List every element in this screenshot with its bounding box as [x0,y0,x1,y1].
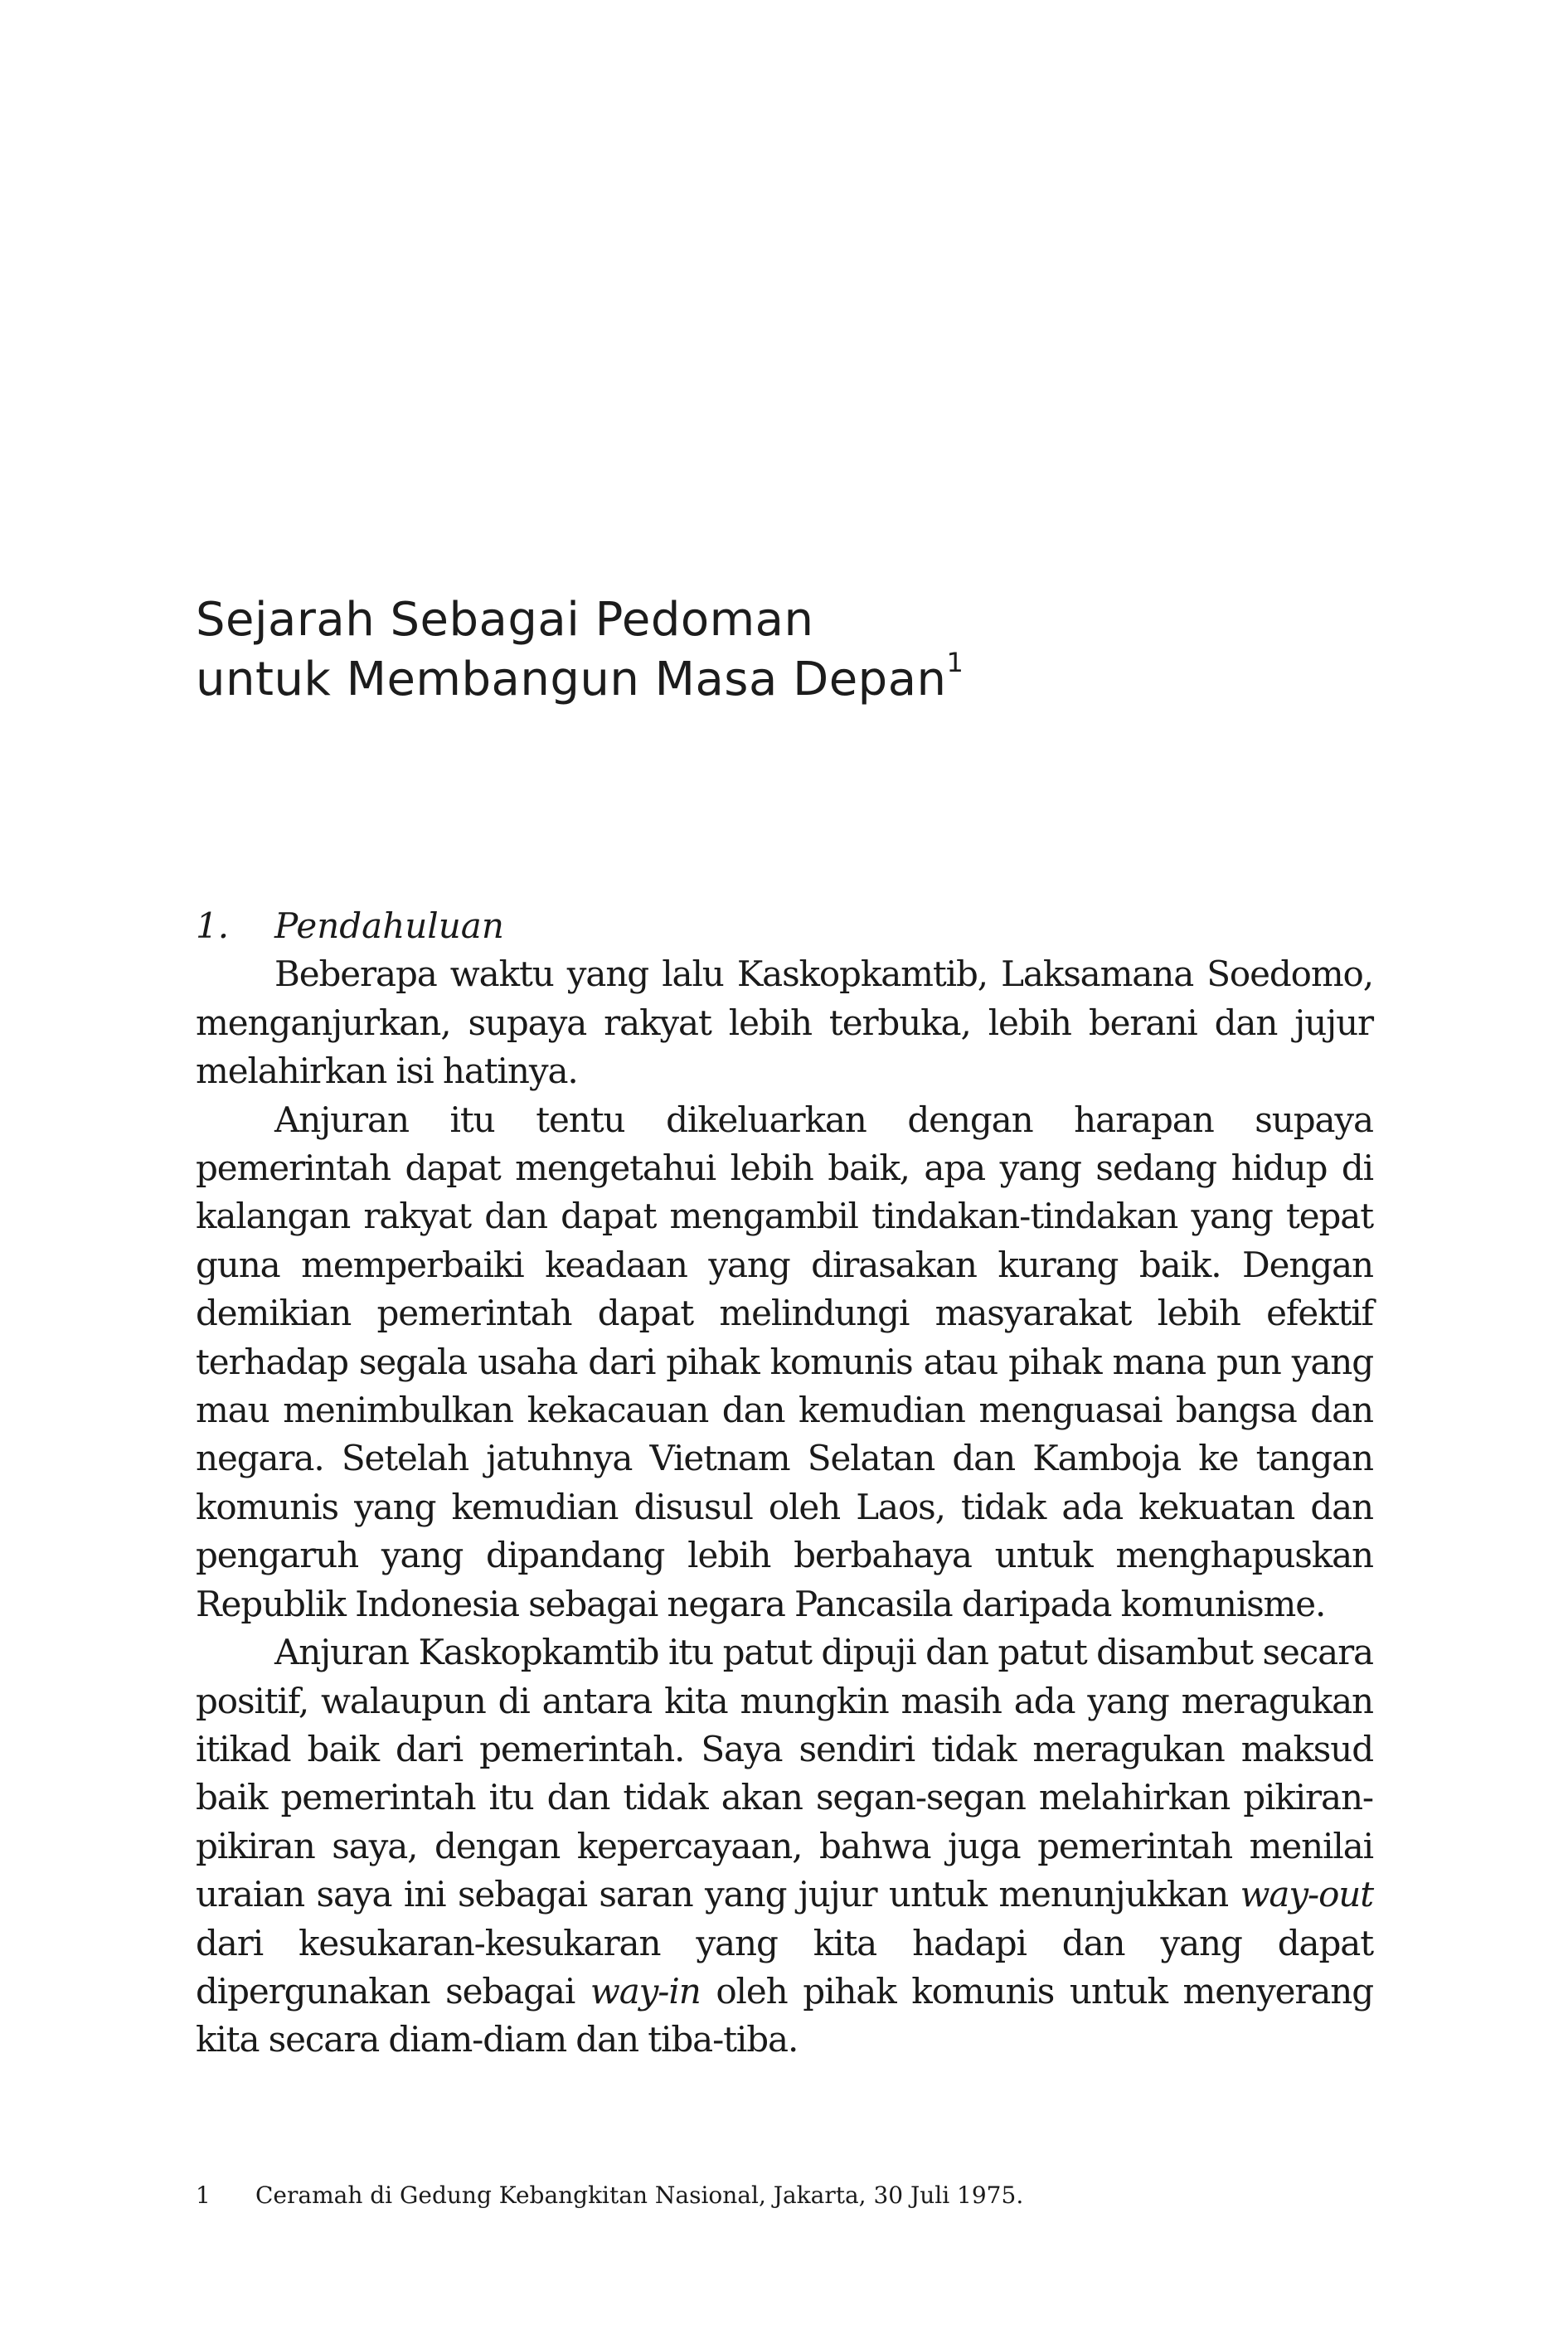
section-heading [196,902,1373,950]
paragraph-3-emphasis-way-in: way-in [590,1970,701,2012]
footnote-number: 1 [196,2182,211,2209]
footnote-reference: 1 [946,647,964,678]
section-number: 1. [196,905,230,946]
chapter-title [196,590,1357,710]
footnote [196,2179,1373,2212]
paragraph-3-part-2: dari kesukaran-kesukaran yang kita hadapi dan yang dapat dipergunakan sebagai [196,1922,1373,2012]
body-text [196,902,1373,2065]
chapter-title-line-2-text: untuk Membangun Masa Depan [196,653,947,706]
footnote-text: Ceramah di Gedung Kebangkitan Nasional, Jakarta, 30 Juli 1975. [255,2182,1024,2209]
chapter-title-line-2 [196,647,1357,710]
chapter-title-line-1: Sejarah Sebagai Pedoman [196,593,814,647]
paragraph-2: Anjuran itu tentu dikeluarkan dengan harapan supaya pemerintah dapat mengetahui lebih baik, apa yang sedang hidup di kalangan rakyat dan dapat mengambil tindakan-tindakan yang tepat guna memperbaiki keadaan yang dirasakan kurang baik. Dengan demikian pemerintah dapat melindungi masyarakat lebih efektif terhadap segala usaha dari pihak komunis atau pihak mana pun yang mau menimbulkan kekacauan dan kemudian menguasai bangsa dan negara. Setelah jatuhnya Vietnam Selatan dan Kamboja ke tangan komunis yang kemudian disusul oleh Laos, tidak ada kekuatan dan pengaruh yang dipandang lebih berbahaya untuk menghapuskan Republik Indonesia sebagai negara Pancasila daripada komunisme. [196,1099,1373,1624]
paragraph-3 [196,1628,1373,2065]
paragraph-3-emphasis-way-out: way-out [1240,1874,1373,1915]
paragraph-1: Beberapa waktu yang lalu Kaskopkamtib, Laksamana Soedomo, menganjurkan, supaya rakyat lebih terbuka, lebih berani dan jujur melahirkan isi hatinya. [196,954,1373,1092]
paragraph-3-part-3: oleh pihak komunis untuk menyerang kita secara diam-diam dan tiba-tiba. [196,1970,1374,2060]
paragraph-3-part-1: Anjuran Kaskopkamtib itu patut dipuji dan patut disambut secara positif, walaupun di antara kita mungkin masih ada yang meragukan itikad baik dari pemerintah. Saya sendiri tidak meragukan maksud baik pemerintah itu dan tidak akan segan-segan melahirkan pikiran-pikiran saya, dengan kepercayaan, bahwa juga pemerintah menilai uraian saya ini sebagai saran yang jujur untuk menunjukkan [196,1632,1373,1915]
section-heading-text: Pendahuluan [274,905,504,946]
